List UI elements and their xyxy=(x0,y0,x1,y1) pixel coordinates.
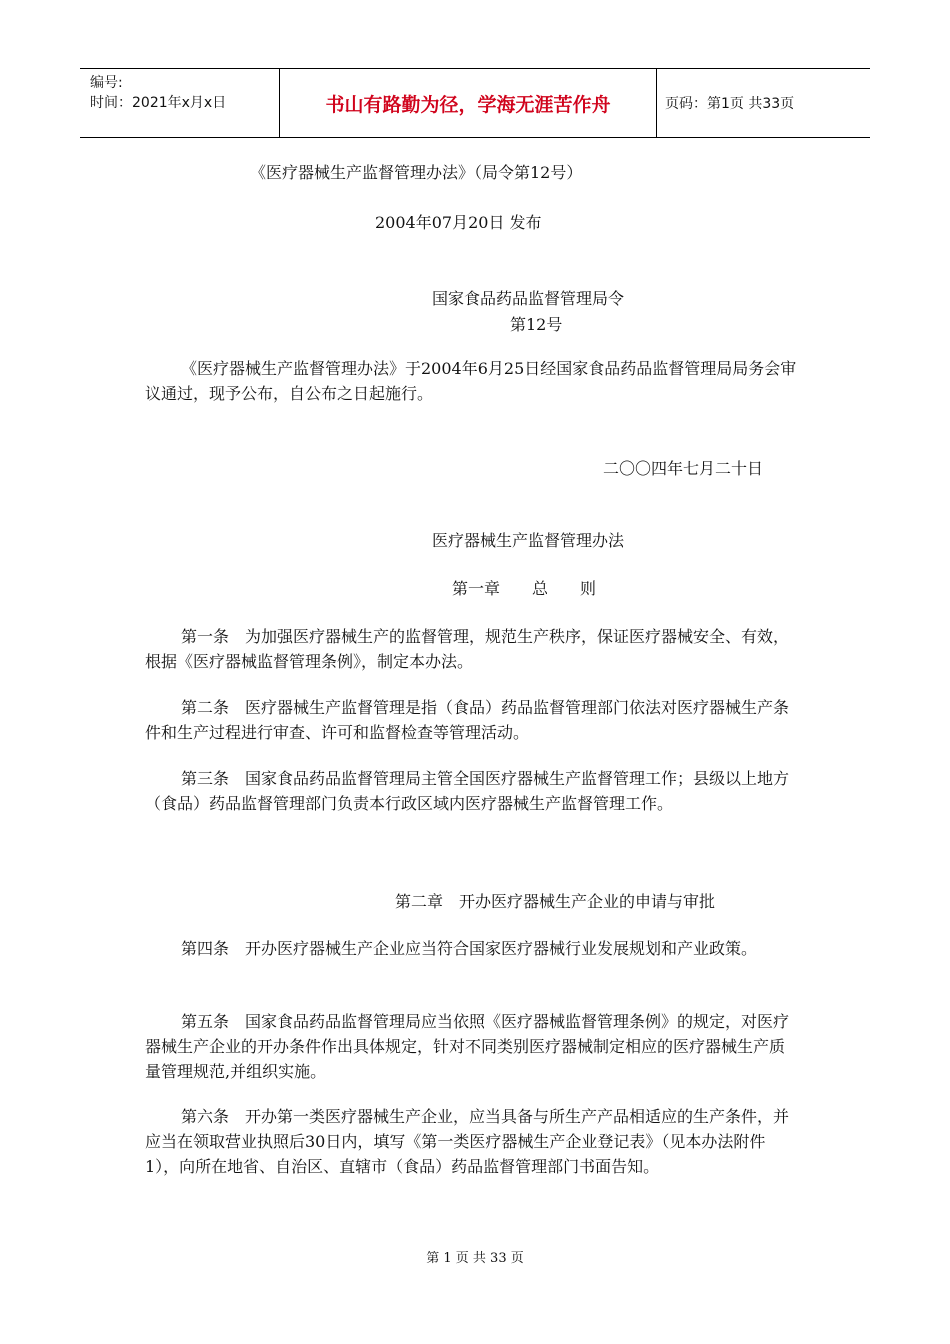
page-footer: 第 1 页 共 33 页 xyxy=(426,1251,524,1266)
time-label: 时间：2021年x月x日 xyxy=(90,95,227,111)
article-2: 第二条 医疗器械生产监督管理是指（食品）药品监督管理部门依法对医疗器械生产条件和生产过程进行审查、许可和监督检查等管理活动。 xyxy=(145,698,790,742)
article-4: 第四条 开办医疗器械生产企业应当符合国家医疗器械行业发展规划和产业政策。 xyxy=(181,939,758,958)
page-header xyxy=(80,68,870,138)
serial-label: 编号: xyxy=(90,75,123,91)
header-meta xyxy=(80,69,280,137)
article-1: 第一条 为加强医疗器械生产的监督管理，规范生产秩序，保证医疗器械安全、有效，根据《医疗器械监督管理条例》，制定本办法。 xyxy=(145,627,790,671)
order-number: 第12号 xyxy=(510,315,563,334)
chapter-2-heading: 第二章 开办医疗器械生产企业的申请与审批 xyxy=(395,892,716,911)
article-3: 第三条 国家食品药品监督管理局主管全国医疗器械生产监督管理工作；县级以上地方（食品）药品监督管理部门负责本行政区域内医疗器械生产监督管理工作。 xyxy=(145,769,790,813)
issuer: 国家食品药品监督管理局令 xyxy=(432,289,625,308)
sign-date: 二〇〇四年七月二十日 xyxy=(603,459,764,478)
article-6: 第六条 开办第一类医疗器械生产企业，应当具备与所生产产品相适应的生产条件，并应当在领取营业执照后30日内，填写《第一类医疗器械生产企业登记表》（见本办法附件1），向所在地省、自治区、直辖市（食品）药品监督管理部门书面告知。 xyxy=(145,1107,790,1176)
header-motto: 书山有路勤为径，学海无涯苦作舟 xyxy=(280,69,657,137)
publish-date: 2004年07月20日 发布 xyxy=(375,213,542,232)
chapter-1-heading: 第一章 总 则 xyxy=(452,579,597,598)
header-page-info: 页码：第1页 共33页 xyxy=(665,96,795,112)
intro-paragraph: 《医疗器械生产监督管理办法》于2004年6月25日经国家食品药品监督管理局局务会审议通过，现予公布，自公布之日起施行。 xyxy=(145,359,797,403)
article-5: 第五条 国家食品药品监督管理局应当依照《医疗器械监督管理条例》的规定，对医疗器械生产企业的开办条件作出具体规定，针对不同类别医疗器械制定相应的医疗器械生产质量管理规范,并组织实施。 xyxy=(145,1012,790,1081)
law-title: 医疗器械生产监督管理办法 xyxy=(432,531,625,550)
doc-title: 《医疗器械生产监督管理办法》（局令第12号） xyxy=(250,163,583,182)
